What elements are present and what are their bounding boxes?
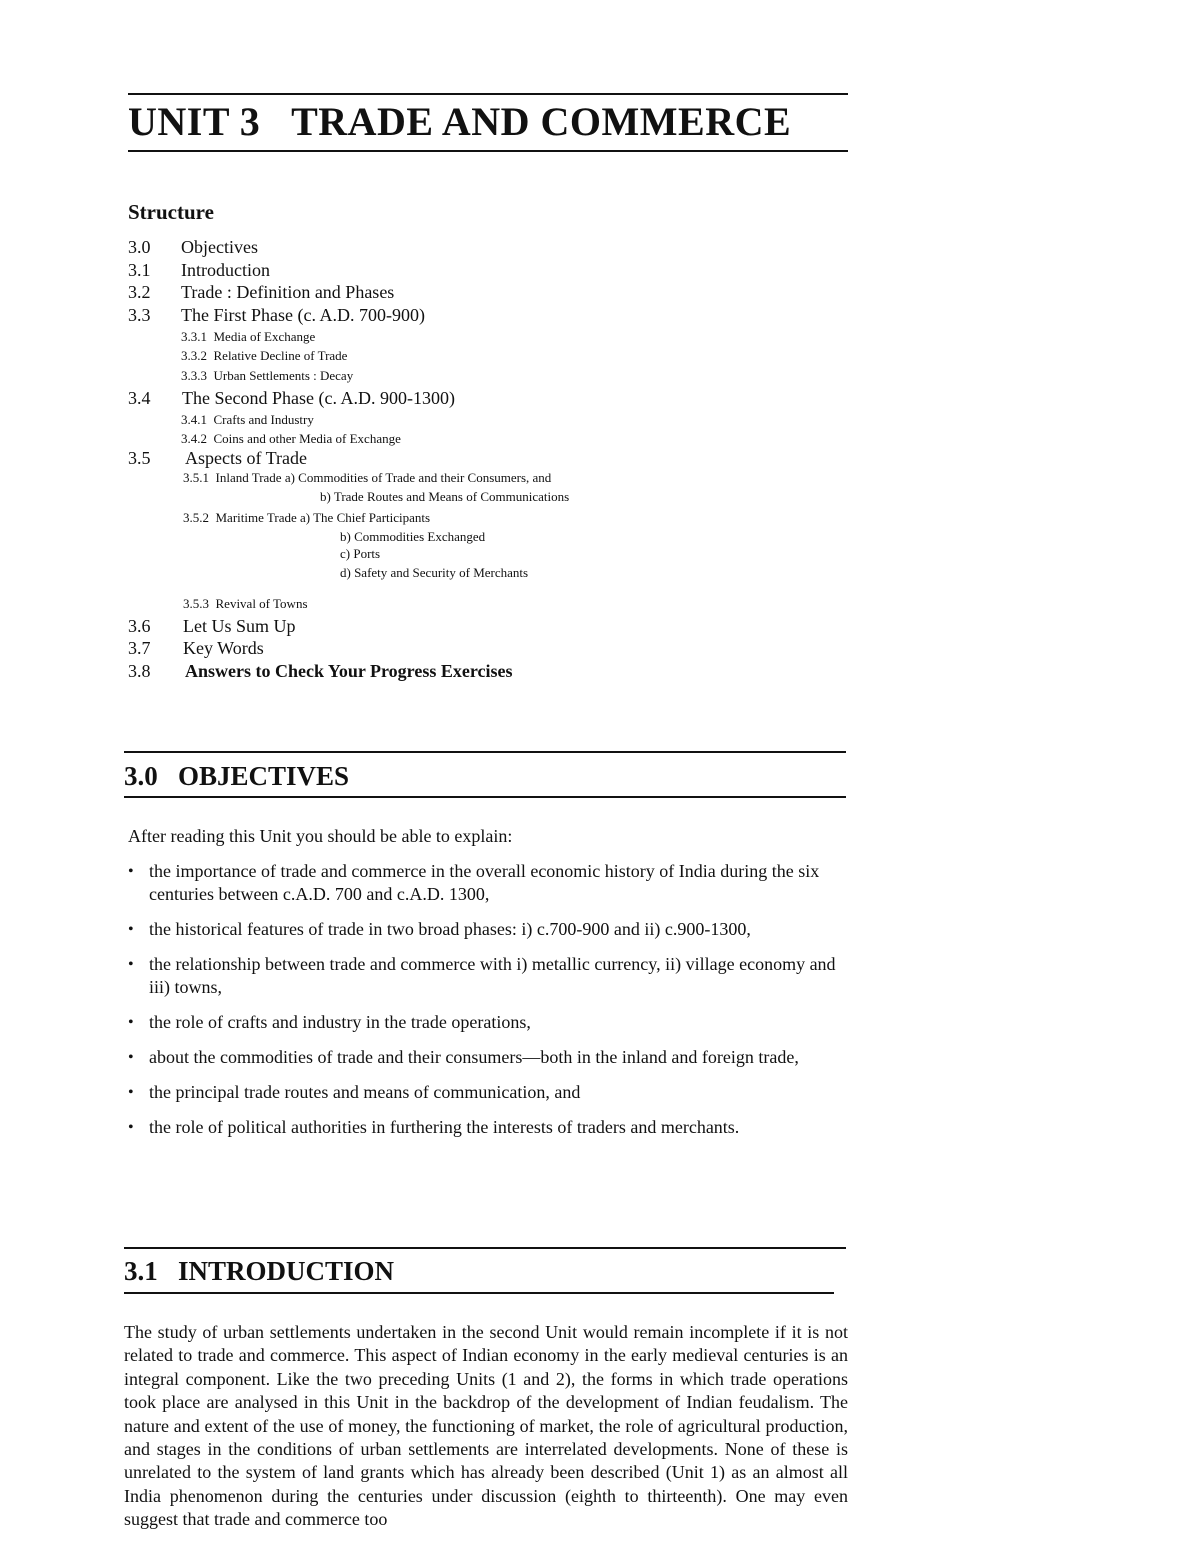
toc-item-title: Aspects of Trade: [185, 448, 307, 468]
toc-subitem: 3.4.2 Coins and other Media of Exchange: [181, 431, 401, 446]
list-item: • the role of crafts and industry in the trade operations,: [128, 1012, 531, 1032]
introduction-top-rule: [124, 1247, 846, 1249]
toc-item-title: Let Us Sum Up: [183, 616, 296, 636]
toc-item-number: 3.3: [128, 305, 151, 325]
toc-item-title: Answers to Check Your Progress Exercises: [185, 661, 513, 681]
toc-subitem: 3.4.1 Crafts and Industry: [181, 412, 314, 427]
objectives-intro: After reading this Unit you should be able to explain:: [128, 826, 513, 846]
list-item: • about the commodities of trade and their consumers—both in the inland and foreign trade,: [128, 1047, 799, 1067]
toc-subitem: c) Ports: [340, 546, 381, 561]
toc-item-number: 3.0: [128, 237, 151, 257]
list-item: • the historical features of trade in two broad phases: i) c.700-900 and ii) c.900-1300,: [128, 919, 751, 939]
bullet-icon: •: [128, 1119, 134, 1136]
objectives-top-rule: [124, 751, 846, 753]
list-item: • the role of political authorities in furthering the interests of traders and merchants.: [128, 1117, 740, 1137]
introduction-bottom-rule: [124, 1292, 834, 1294]
bullet-icon: •: [128, 1049, 134, 1066]
toc-subitem: 3.3.3 Urban Settlements : Decay: [181, 368, 354, 383]
toc-item-number: 3.6: [128, 616, 151, 636]
toc-item-title: Key Words: [183, 638, 264, 658]
structure-heading: Structure: [128, 200, 214, 224]
toc-item-title: Introduction: [181, 260, 270, 280]
bullet-icon: •: [128, 1084, 134, 1101]
unit-title: UNIT 3 TRADE AND COMMERCE: [128, 99, 792, 144]
list-item: • the principal trade routes and means of communication, and: [128, 1082, 581, 1102]
toc-subitem: 3.5.3 Revival of Towns: [183, 596, 308, 611]
toc-item-number: 3.4: [128, 388, 151, 408]
toc-item-number: 3.7: [128, 638, 151, 658]
list-item: • the relationship between trade and commerce with i) metallic currency, ii) village economy and iii) towns,: [128, 954, 836, 997]
toc-subitem: b) Trade Routes and Means of Communications: [320, 489, 570, 504]
toc-item-title: The First Phase (c. A.D. 700-900): [181, 305, 425, 325]
toc-subitem: 3.5.2 Maritime Trade a) The Chief Participants: [183, 510, 431, 525]
toc-subitem: d) Safety and Security of Merchants: [340, 565, 529, 580]
toc-item-title: Objectives: [181, 237, 258, 257]
toc-subitem: 3.3.1 Media of Exchange: [181, 329, 316, 344]
objectives-heading: 3.0 OBJECTIVES: [124, 761, 350, 791]
bullet-icon: •: [128, 1014, 134, 1031]
toc-item-number: 3.2: [128, 282, 151, 302]
toc-subitem: 3.3.2 Relative Decline of Trade: [181, 348, 348, 363]
bullet-icon: •: [128, 921, 134, 938]
toc-item-title: The Second Phase (c. A.D. 900-1300): [182, 388, 455, 408]
list-item: • the importance of trade and commerce in the overall economic history of India during the six centuries between c.A.D. 700 and c.A.D. 1300,: [128, 861, 820, 904]
toc-item-title: Trade : Definition and Phases: [181, 282, 395, 302]
introduction-paragraph: The study of urban settlements undertaken in the second Unit would remain incomplete if it is not related to trade and commerce. This aspect of Indian economy in the early medieval centuries is an integral component. Like the two preceding Units (1 and 2), the forms in which trade operations took place are analysed in this Unit in the backdrop of the development of Indian feudalism. The nature and extent of the use of money, the functioning of market, the role of agricultural production, and stages in the conditions of urban settlements are interrelated developments. None of these is unrelated to the system of land grants which has already been described (Unit 1) as an almost all India phenomenon during the centuries under discussion (eighth to thirteenth). One may even suggest that trade and commerce too: [124, 1322, 848, 1530]
toc-subitem: 3.5.1 Inland Trade a) Commodities of Trade and their Consumers, and: [183, 470, 552, 485]
introduction-heading: 3.1 INTRODUCTION: [124, 1256, 395, 1286]
toc-item-number: 3.8: [128, 661, 151, 681]
bullet-icon: •: [128, 863, 134, 880]
title-bottom-rule: [128, 150, 848, 152]
title-top-rule: [128, 93, 848, 95]
bullet-icon: •: [128, 956, 134, 973]
toc-item-number: 3.1: [128, 260, 151, 280]
toc-item-number: 3.5: [128, 448, 151, 468]
toc-subitem: b) Commodities Exchanged: [340, 529, 486, 544]
objectives-bottom-rule: [124, 796, 846, 798]
objectives-list: [128, 860, 848, 1151]
